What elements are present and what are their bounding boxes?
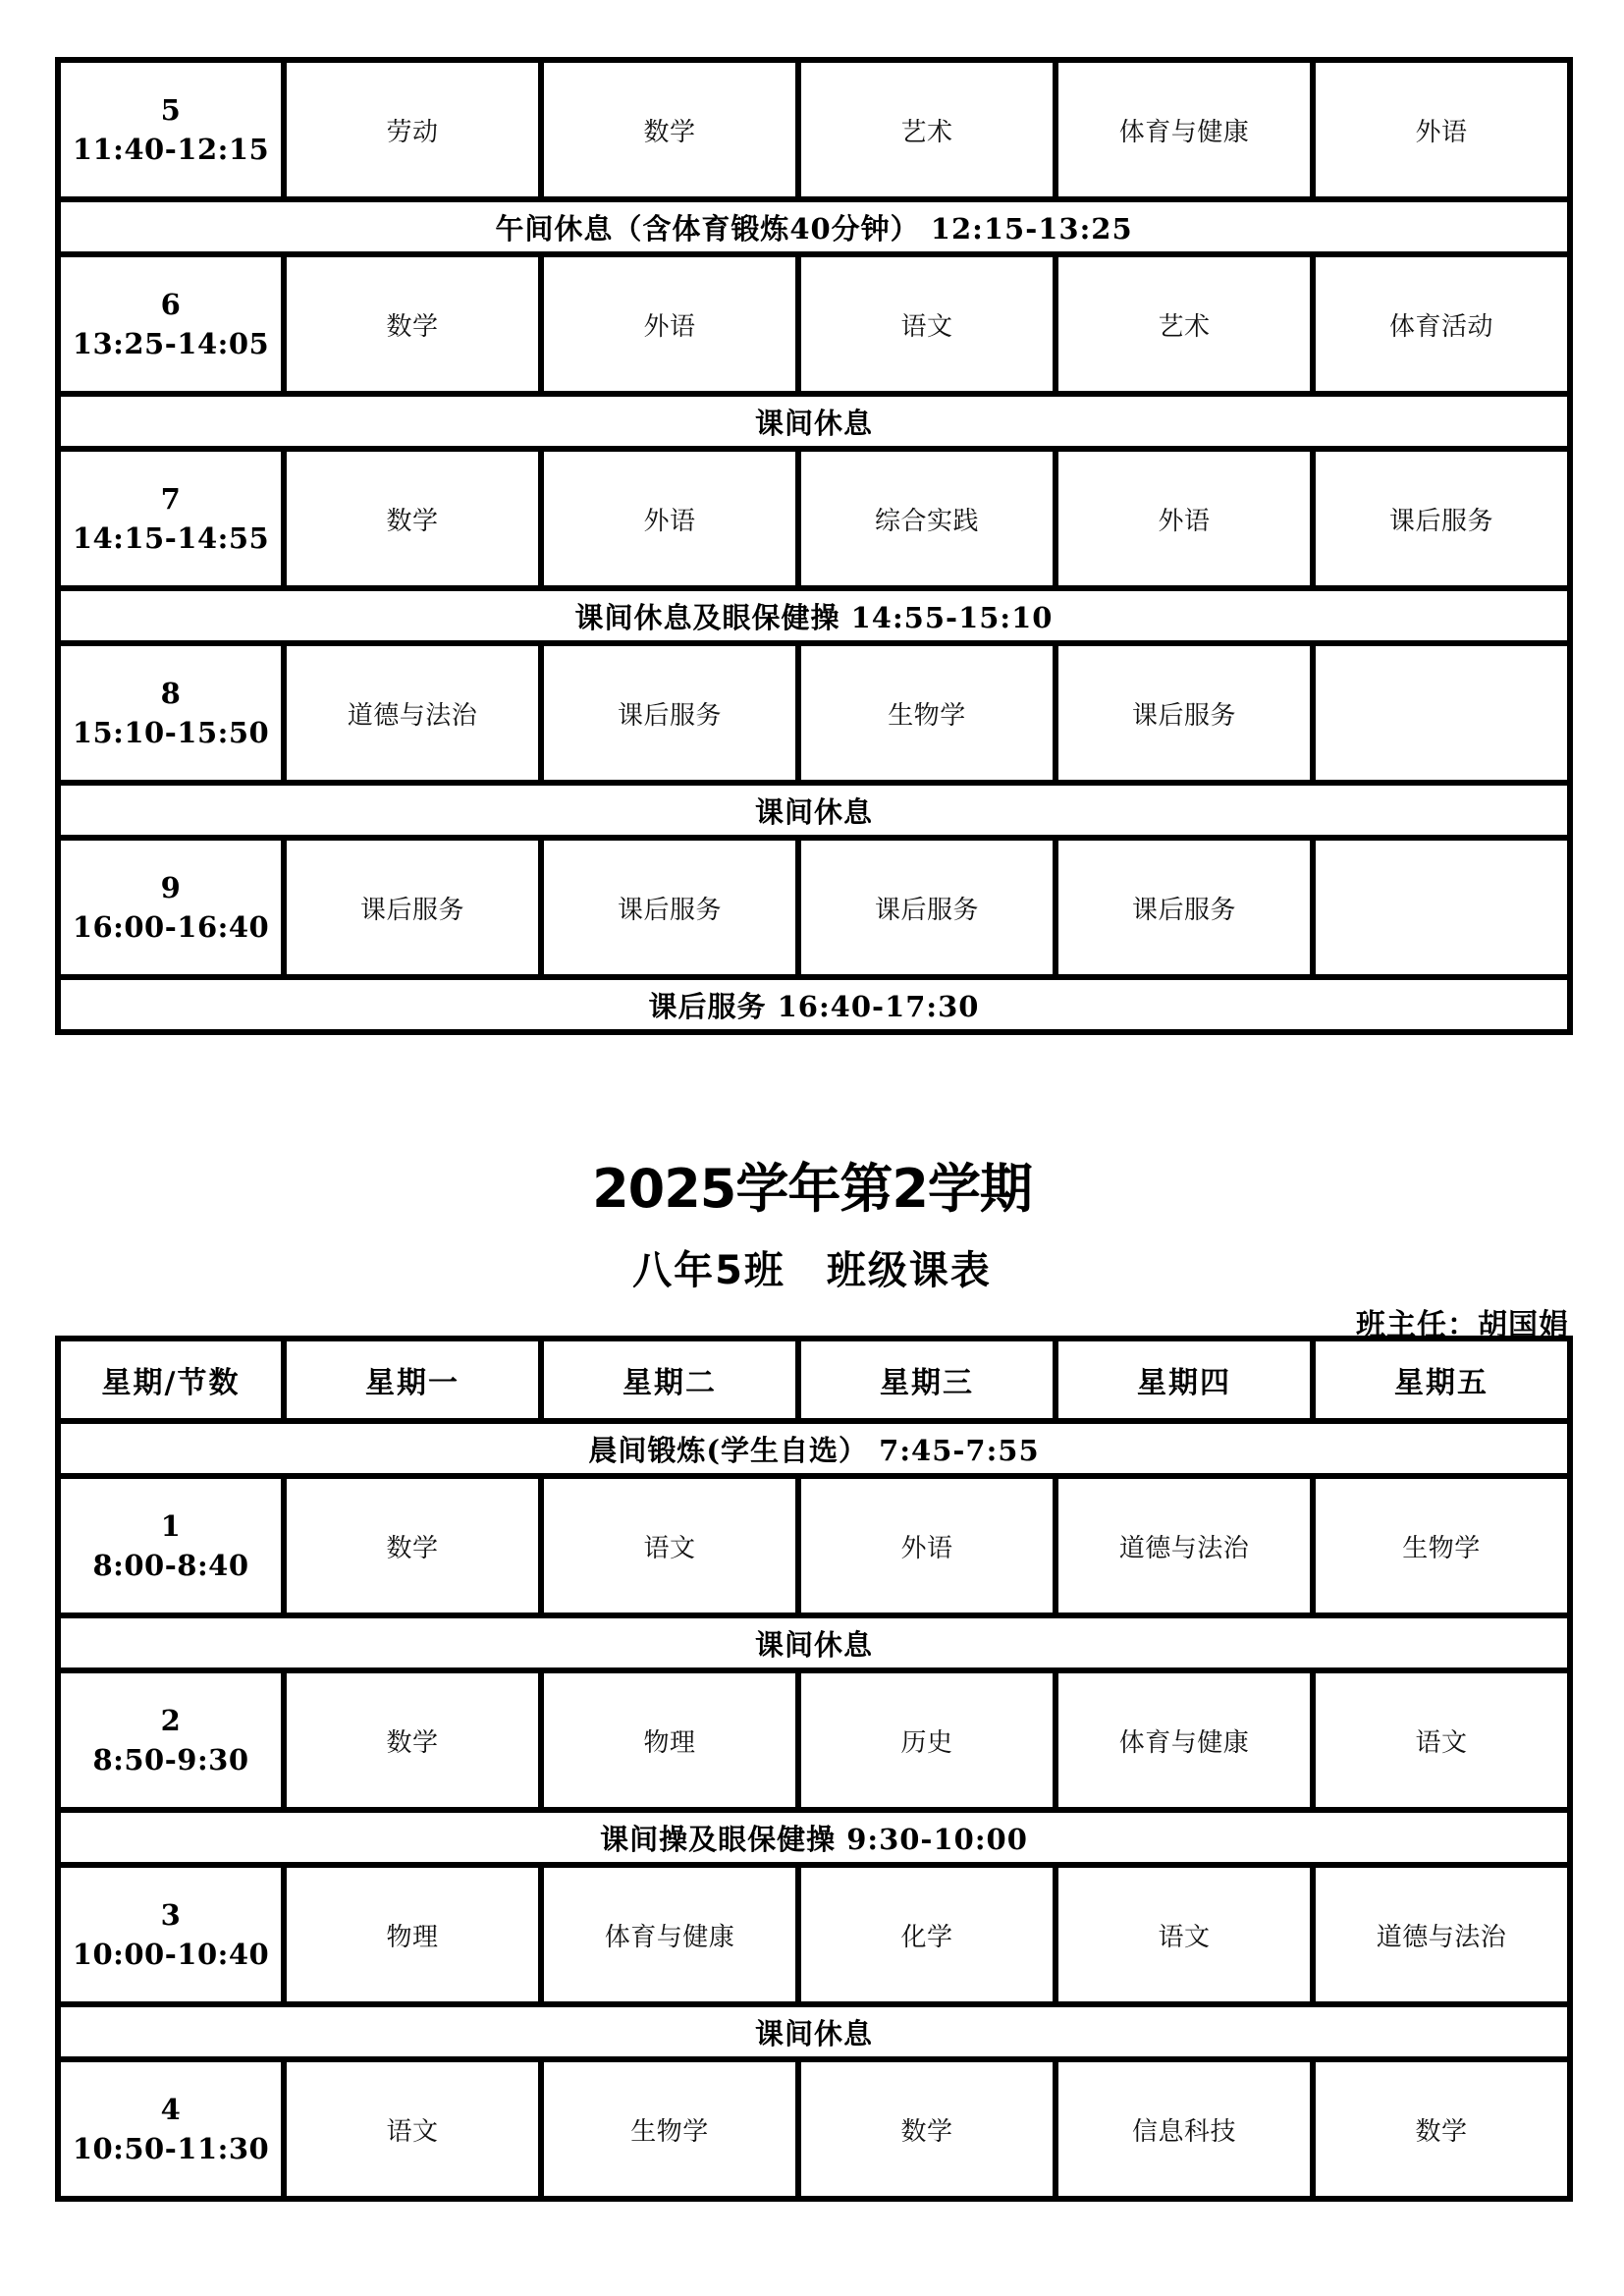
subject-cell: 语文	[1313, 1670, 1570, 1810]
header-cell-tuesday: 星期二	[541, 1339, 798, 1421]
subject-cell: 综合实践	[798, 449, 1056, 588]
subject-cell: 外语	[1056, 449, 1313, 588]
period-number: 3	[160, 1898, 182, 1932]
subject-cell	[1313, 838, 1570, 977]
subject-cell: 语文	[541, 1476, 798, 1615]
break-row	[58, 199, 1570, 254]
subject-cell: 历史	[798, 1670, 1056, 1810]
subject-cell: 语文	[798, 254, 1056, 394]
period-cell	[58, 60, 284, 199]
subject-cell: 外语	[541, 254, 798, 394]
period-row	[58, 1670, 1570, 1810]
period-cell	[58, 643, 284, 783]
period-time: 13:25-14:05	[72, 327, 270, 360]
subject-cell: 物理	[284, 1865, 541, 2004]
period-number: 2	[160, 1704, 182, 1737]
period-time: 8:00-8:40	[92, 1549, 249, 1582]
subject-cell: 数学	[284, 254, 541, 394]
subject-cell: 课后服务	[1313, 449, 1570, 588]
period-time: 11:40-12:15	[72, 133, 270, 166]
subject-cell: 生物学	[541, 2059, 798, 2199]
subject-cell: 道德与法治	[1056, 1476, 1313, 1615]
period-number: 8	[160, 677, 182, 710]
subject-cell: 数学	[541, 60, 798, 199]
subject-cell: 课后服务	[798, 838, 1056, 977]
period-time: 8:50-9:30	[92, 1743, 249, 1777]
break-label: 午间休息（含体育锻炼40分钟） 12:15-13:25	[58, 199, 1570, 254]
subject-cell: 生物学	[1313, 1476, 1570, 1615]
period-time: 14:15-14:55	[72, 521, 270, 555]
subject-cell: 数学	[798, 2059, 1056, 2199]
period-number: 1	[160, 1509, 182, 1543]
period-cell	[58, 838, 284, 977]
subject-cell: 数学	[284, 1476, 541, 1615]
break-row	[58, 394, 1570, 449]
break-label: 课间休息及眼保健操 14:55-15:10	[58, 588, 1570, 643]
break-label: 课间休息	[58, 2004, 1570, 2059]
subject-cell: 体育活动	[1313, 254, 1570, 394]
break-row	[58, 1810, 1570, 1865]
period-time: 15:10-15:50	[72, 716, 270, 749]
subject-cell: 课后服务	[1056, 838, 1313, 977]
subject-cell: 道德与法治	[1313, 1865, 1570, 2004]
period-cell	[58, 2059, 284, 2199]
break-label: 课间休息	[58, 1615, 1570, 1670]
period-number: 5	[160, 93, 182, 127]
subject-cell: 语文	[1056, 1865, 1313, 2004]
subject-cell: 体育与健康	[1056, 60, 1313, 199]
period-row	[58, 254, 1570, 394]
header-row	[58, 1339, 1570, 1421]
subject-cell: 劳动	[284, 60, 541, 199]
break-row	[58, 1421, 1570, 1476]
break-row	[58, 2004, 1570, 2059]
period-row	[58, 449, 1570, 588]
subject-cell: 课后服务	[284, 838, 541, 977]
period-time: 16:00-16:40	[72, 910, 270, 944]
subject-cell: 外语	[798, 1476, 1056, 1615]
period-cell	[58, 1670, 284, 1810]
period-number: 4	[160, 2093, 182, 2126]
break-row	[58, 1615, 1570, 1670]
subject-cell: 语文	[284, 2059, 541, 2199]
break-label: 晨间锻炼(学生自选） 7:45-7:55	[58, 1421, 1570, 1476]
head-teacher-label: 班主任：胡国娟	[1356, 1308, 1569, 1342]
period-row	[58, 2059, 1570, 2199]
subject-cell: 课后服务	[541, 643, 798, 783]
period-cell	[58, 254, 284, 394]
timetable-afternoon	[55, 57, 1573, 1035]
break-row	[58, 588, 1570, 643]
period-row	[58, 1476, 1570, 1615]
break-label: 课间休息	[58, 783, 1570, 838]
header-cell-thursday: 星期四	[1056, 1339, 1313, 1421]
period-row	[58, 838, 1570, 977]
subject-cell: 体育与健康	[1056, 1670, 1313, 1810]
timetable-morning	[55, 1336, 1573, 2202]
subject-cell: 数学	[284, 1670, 541, 1810]
subject-cell: 外语	[1313, 60, 1570, 199]
subject-cell: 数学	[1313, 2059, 1570, 2199]
class-timetable-title: 八年5班 班级课表	[632, 1248, 992, 1293]
subject-cell: 信息科技	[1056, 2059, 1313, 2199]
subject-cell: 道德与法治	[284, 643, 541, 783]
period-row	[58, 60, 1570, 199]
subject-cell: 数学	[284, 449, 541, 588]
subject-cell: 化学	[798, 1865, 1056, 2004]
period-cell	[58, 449, 284, 588]
break-label: 课间休息	[58, 394, 1570, 449]
period-row	[58, 1865, 1570, 2004]
period-number: 6	[160, 288, 182, 321]
subject-cell: 课后服务	[541, 838, 798, 977]
subject-cell: 课后服务	[1056, 643, 1313, 783]
header-cell-monday: 星期一	[284, 1339, 541, 1421]
period-cell	[58, 1476, 284, 1615]
break-label: 课后服务 16:40-17:30	[58, 977, 1570, 1032]
subject-cell	[1313, 643, 1570, 783]
period-row	[58, 643, 1570, 783]
period-time: 10:00-10:40	[72, 1938, 270, 1971]
header-cell-weekday-period: 星期/节数	[58, 1339, 284, 1421]
semester-title: 2025学年第2学期	[592, 1158, 1032, 1220]
subject-cell: 物理	[541, 1670, 798, 1810]
header-cell-wednesday: 星期三	[798, 1339, 1056, 1421]
subject-cell: 艺术	[798, 60, 1056, 199]
period-cell	[58, 1865, 284, 2004]
break-row	[58, 977, 1570, 1032]
subject-cell: 艺术	[1056, 254, 1313, 394]
period-number: 7	[160, 482, 182, 516]
subject-cell: 生物学	[798, 643, 1056, 783]
subject-cell: 体育与健康	[541, 1865, 798, 2004]
break-row	[58, 783, 1570, 838]
period-number: 9	[160, 871, 182, 904]
header-cell-friday: 星期五	[1313, 1339, 1570, 1421]
period-time: 10:50-11:30	[72, 2132, 270, 2165]
break-label: 课间操及眼保健操 9:30-10:00	[58, 1810, 1570, 1865]
subject-cell: 外语	[541, 449, 798, 588]
